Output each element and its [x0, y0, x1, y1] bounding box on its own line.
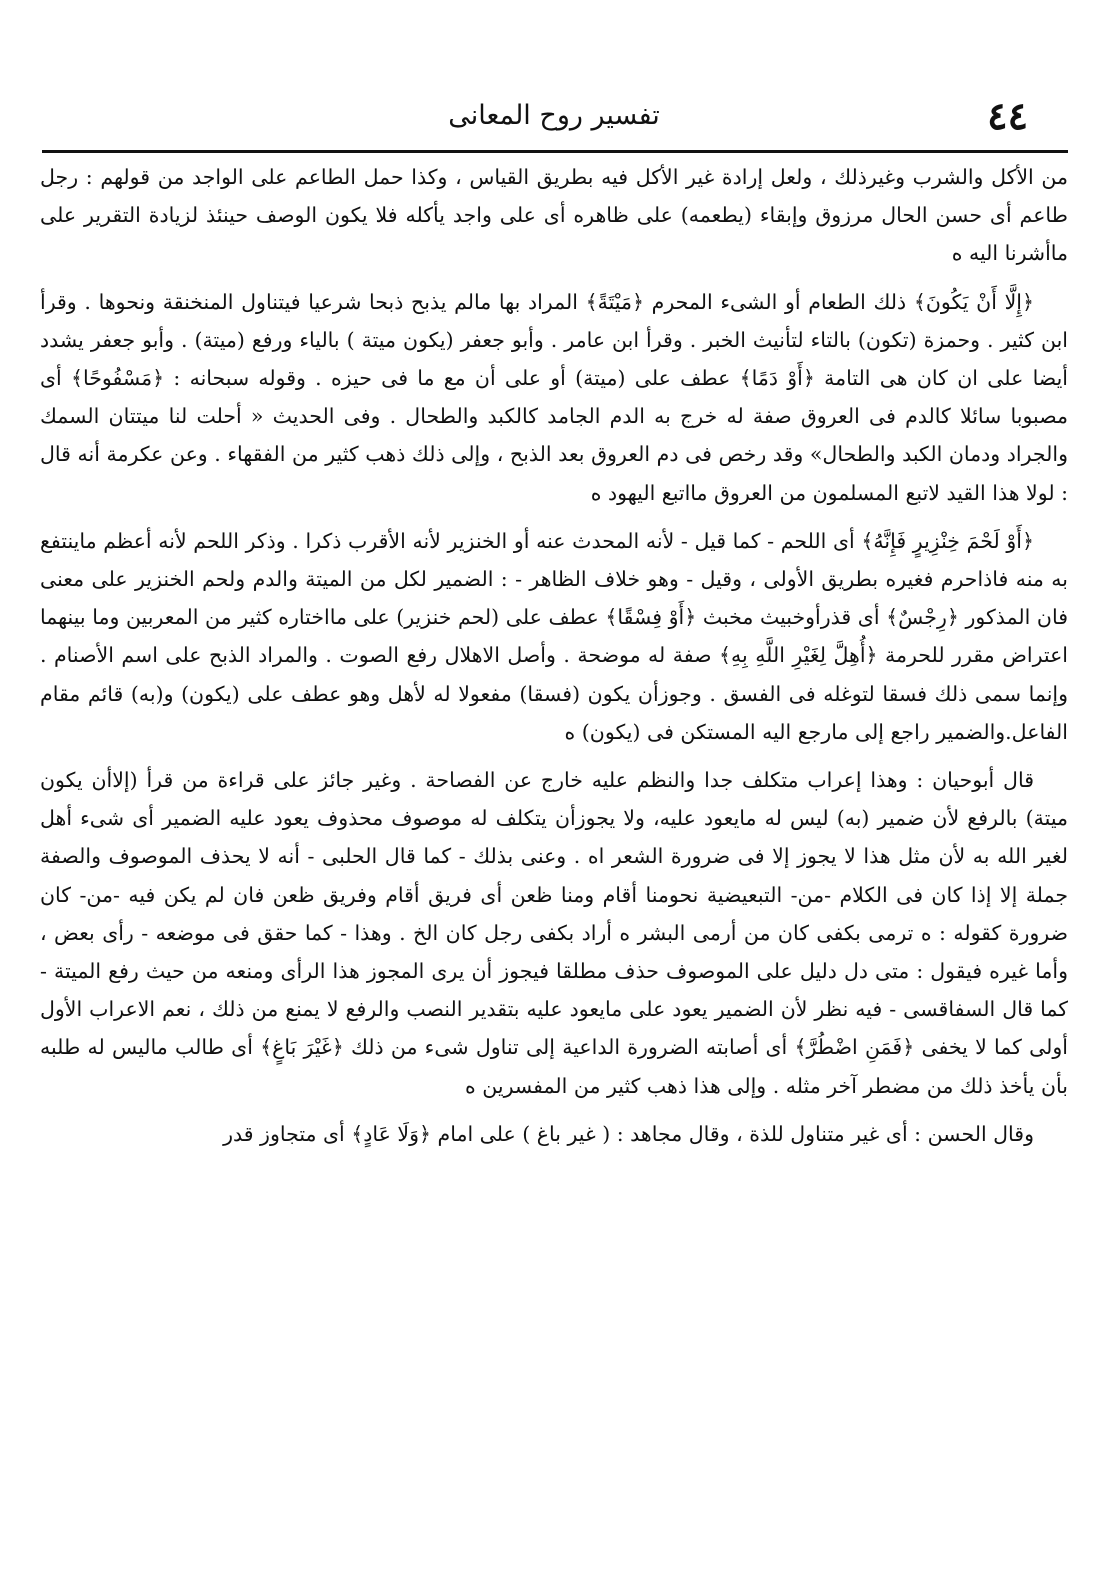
page-header — [40, 88, 1068, 148]
page-number: ٤٤ — [987, 93, 1028, 138]
paragraph-4: قال أبوحيان : وهذا إعراب متكلف جدا والنظم عليه خارج عن الفصاحة . وغير جائز على قراءة من قرأ (إلاأن يكون ميتة) بالرفع لأن ضمير (به) ليس له مايعود عليه، ولا يجوزأن يتكلف له موصوف محذوف يعود عليه الضمير أى شىء أهل لغير الله به لأن مثل هذا لا يجوز إلا فى ضرورة الشعر اه . وعنى بذلك - كما قال الحلبى - أنه لا يحذف الموصوف والصفة جملة إلا إذا كان فى الكلام -من- التبعيضية نحومنا أقام ومنا ظعن أى فريق أقام وفريق ظعن فان لم يكن فيه -من- كان ضرورة كقوله : ه ترمى بكفى كان من أرمى البشر ه أراد بكفى رجل كان الخ . وهذا - كما حقق فى موضعه - رأى بعض ، وأما غيره فيقول : متى دل دليل على الموصوف حذف مطلقا فيجوز أن يرى المجوز هذا الرأى ومنعه من حيث رفع الميتة - كما قال السفاقسى - فيه نظر لأن الضمير يعود على مايعود عليه بتقدير النصب والرفع لا يمنع من ذلك ، نعم الاعراب الأول أولى كما لا يخفى ﴿فَمَنِ اضْطُرَّ﴾ أى أصابته الضرورة الداعية إلى تناول شىء من ذلك ﴿غَيْرَ بَاغٍ﴾ أى طالب ماليس له طلبه بأن يأخذ ذلك من مضطر آخر مثله . وإلى هذا ذهب كثير من المفسرين ه — [40, 768, 1068, 1098]
paragraph-5: وقال الحسن : أى غير متناول للذة ، وقال مجاهد : ( غير باغ ) على امام ﴿وَلَا عَادٍ﴾ أى متجاوز قدر — [223, 1121, 1034, 1146]
paragraph-1: من الأكل والشرب وغيرذلك ، ولعل إرادة غير الأكل فيه بطريق القياس ، وكذا حمل الطاعم على الواجد من قولهم : رجل طاعم أى حسن الحال مرزوق وإبقاء (يطعمه) على ظاهره أى على واجد يأكله فلا يكون الوصف حينئذ لزيادة التقرير على ماأشرنا اليه ه — [40, 165, 1068, 266]
running-title: تفسير روح المعانى — [448, 100, 660, 131]
text-body — [40, 158, 1068, 1163]
paragraph-2: ﴿إِلَّا أَنْ يَكُونَ﴾ ذلك الطعام أو الشىء المحرم ﴿مَيْتَةً﴾ المراد بها مالم يذبح ذبحا شرعيا فيتناول المنخنقة ونحوها . وقرأ ابن كثير . وحمزة (تكون) بالتاء لتأنيث الخبر . وقرأ ابن عامر . وأبو جعفر (يكون ميتة ) بالياء ورفع (ميتة) . وأبو جعفر يشدد أيضا على ان كان هى التامة ﴿أَوْ دَمًا﴾ عطف على (ميتة) أو على أن مع ما فى حيزه . وقوله سبحانه : ﴿مَسْفُوحًا﴾ أى مصبوبا سائلا كالدم فى العروق صفة له خرج به الدم الجامد كالكبد والطحال . وفى الحديث « أحلت لنا ميتتان السمك والجراد ودمان الكبد والطحال» وقد رخص فى دم العروق بعد الذبح ، وإلى ذلك ذهب كثير من الفقهاء . وعن عكرمة أنه قال : لولا هذا القيد لاتبع المسلمون من العروق مااتبع اليهود ه — [40, 289, 1068, 505]
paragraph-3: ﴿أَوْ لَحْمَ خِنْزِيرٍ فَإِنَّهُ﴾ أى اللحم - كما قيل - لأنه المحدث عنه أو الخنزير لأنه الأقرب ذكرا . وذكر اللحم لأنه أعظم ماينتفع به منه فاذاحرم فغيره بطريق الأولى ، وقيل - وهو خلاف الظاهر - : الضمير لكل من الميتة والدم ولحم الخنزير على معنى فان المذكور ﴿رِجْسٌ﴾ أى قذرأوخبيث مخبث ﴿أَوْ فِسْقًا﴾ عطف على (لحم خنزير) على مااختاره كثير من المعربين وما بينهما اعتراض مقرر للحرمة ﴿أُهِلَّ لِغَيْرِ اللَّهِ بِهِ﴾ صفة له موضحة . وأصل الاهلال رفع الصوت . والمراد الذبح على اسم الأصنام . وإنما سمى ذلك فسقا لتوغله فى الفسق . وجوزأن يكون (فسقا) مفعولا له لأهل وهو عطف على (يكون) و(به) قائم مقام الفاعل.والضمير راجع إلى مارجع اليه المستكن فى (يكون) ه — [40, 528, 1068, 744]
header-rule — [42, 150, 1068, 153]
